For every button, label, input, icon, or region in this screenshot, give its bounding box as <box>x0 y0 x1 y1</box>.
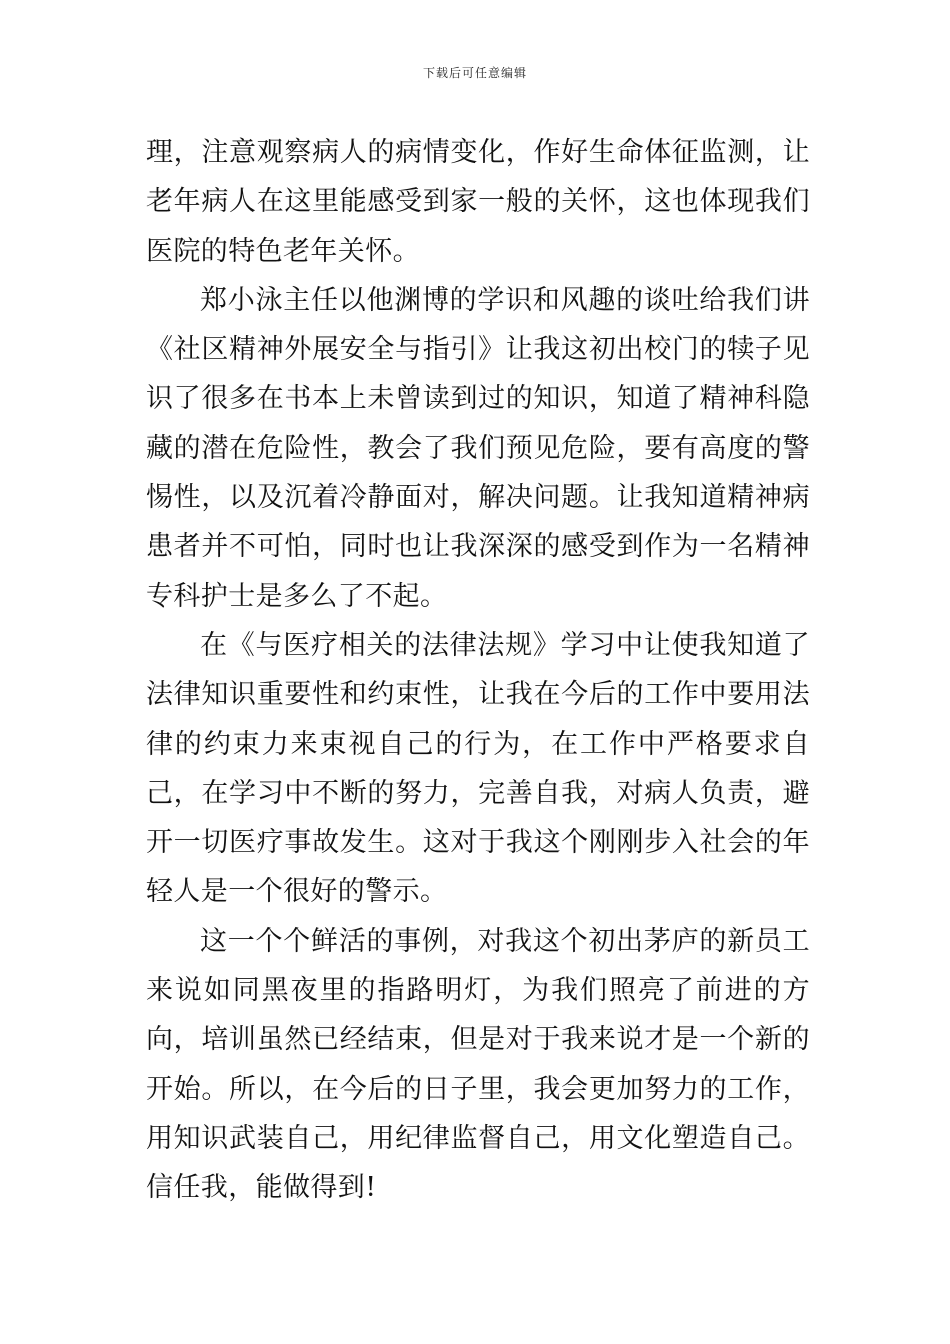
paragraph-medical-law: 在《与医疗相关的法律法规》学习中让使我知道了法律知识重要性和约束性，让我在今后的工作中要用法律的约束力来束视自己的行为，在工作中严格要求自己，在学习中不断的努力，完善自我，对病人负责，避开一切医疗事故发生。这对于我这个刚刚步入社会的年轻人是一个很好的警示。 <box>146 629 810 908</box>
document-body <box>146 128 810 1213</box>
paragraph-continuation: 理，注意观察病人的病情变化，作好生命体征监测，让老年病人在这里能感受到家一般的关怀，这也体现我们医院的特色老年关怀。 <box>146 137 810 267</box>
paragraph-lecture-mental-health: 郑小泳主任以他渊博的学识和风趣的谈吐给我们讲《社区精神外展安全与指引》让我这初出校门的犊子见识了很多在书本上未曾读到过的知识，知道了精神科隐藏的潜在危险性，教会了我们预见危险，要有高度的警惕性，以及沉着冷静面对，解决问题。让我知道精神病患者并不可怕，同时也让我深深的感受到作为一名精神专科护士是多么了不起。 <box>146 284 810 612</box>
page-header: 下载后可任意编辑 <box>422 66 527 80</box>
paragraph-conclusion: 这一个个鲜活的事例，对我这个初出茅庐的新员工来说如同黑夜里的指路明灯，为我们照亮了前进的方向，培训虽然已经结束，但是对于我来说才是一个新的开始。所以，在今后的日子里，我会更加努力的工作，用知识武装自己，用纪律监督自己，用文化塑造自己。信任我，能做得到! <box>146 925 810 1204</box>
